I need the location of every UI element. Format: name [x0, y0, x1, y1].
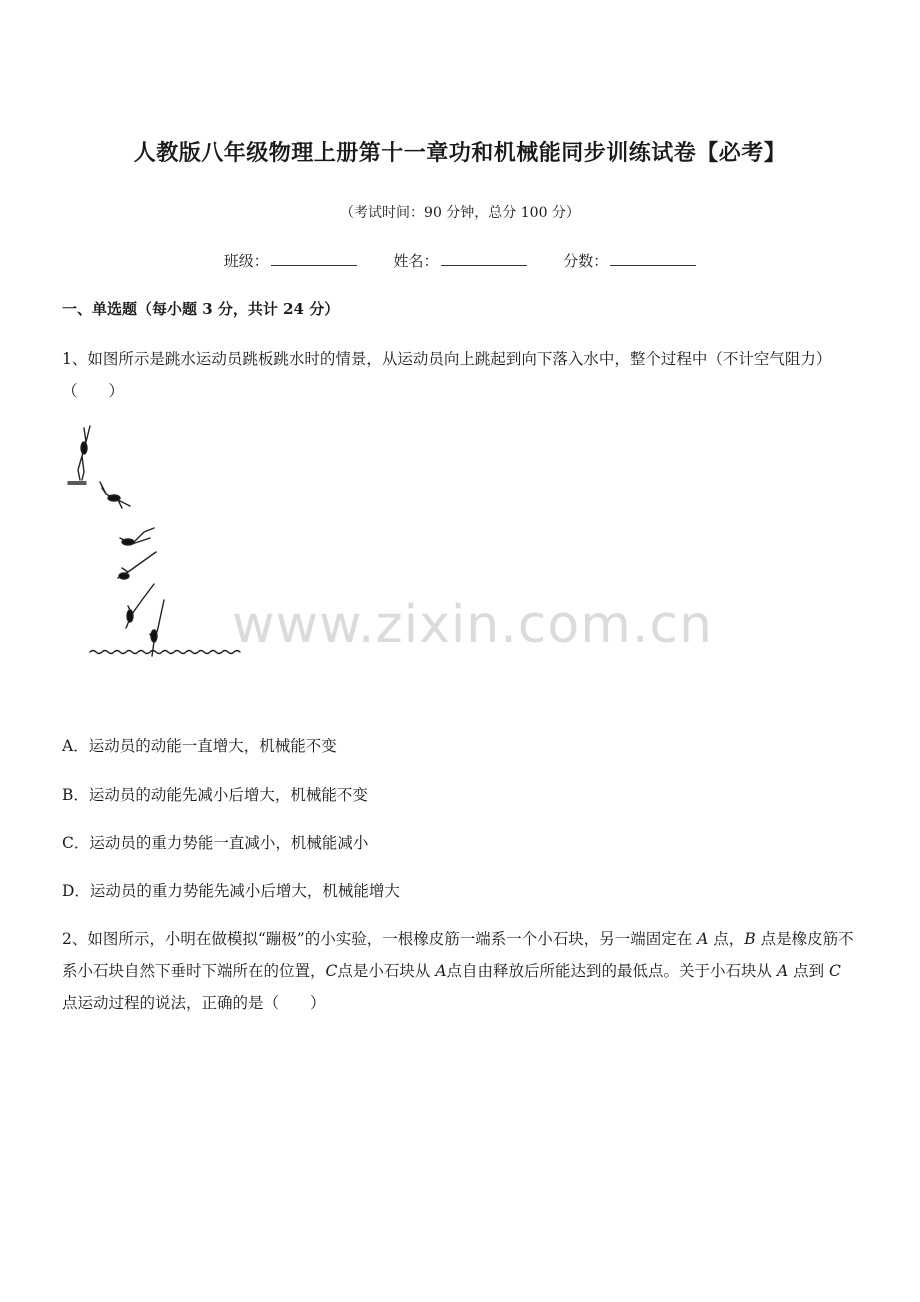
- diver-pose-3: [120, 528, 154, 545]
- q2-text-part: 点是小石块从: [337, 962, 436, 980]
- student-info-row: [0, 250, 920, 271]
- q2-text-part: 点到: [788, 962, 830, 980]
- q2-point-label: C: [325, 962, 338, 980]
- question-1-option-b[interactable]: B．运动员的动能先减小后增大，机械能不变: [62, 786, 368, 804]
- diving-board: [68, 482, 86, 484]
- question-1-option-a[interactable]: A．运动员的动能一直增大，机械能不变: [62, 737, 337, 755]
- question-1-option-c[interactable]: C．运动员的重力势能一直减小，机械能减小: [62, 834, 369, 852]
- exam-time-note: （考试时间：90 分钟，总分 100 分）: [340, 205, 580, 221]
- section-heading: 一、单选题（每小题 3 分，共计 24 分）: [62, 300, 340, 318]
- q2-point-label: A: [776, 962, 789, 980]
- score-field: [563, 250, 696, 271]
- question-1-text: 1、如图所示是跳水运动员跳板跳水时的情景，从运动员向上跳起到向下落入水中，整个过程中（不计空气阻力）（ ）: [62, 350, 832, 400]
- diver-pose-4: [118, 552, 156, 579]
- question-2-text: [62, 923, 860, 1019]
- name-field: [393, 250, 526, 271]
- score-blank[interactable]: [610, 251, 696, 266]
- q2-text-part: 2、如图所示，小明在做模拟“蹦极”的小实验，一根橡皮筋一端系一个小石块，另一端固定在: [62, 930, 698, 948]
- class-label: 班级：: [223, 252, 269, 270]
- q2-text-part: 点自由释放后所能达到的最低点。关于小石块从: [446, 962, 777, 980]
- q2-point-label: B: [744, 930, 756, 948]
- name-label: 姓名：: [393, 252, 439, 270]
- q2-text-part: 点是橡皮筋不系小石块自然下垂时下端所在的位置，: [62, 930, 854, 980]
- class-blank[interactable]: [271, 251, 357, 266]
- diving-sequence-figure: [62, 420, 252, 665]
- score-label: 分数：: [563, 252, 609, 270]
- page-title: 人教版八年级物理上册第十一章功和机械能同步训练试卷【必考】: [133, 140, 787, 166]
- q2-point-label: C: [829, 962, 841, 980]
- q2-point-label: A: [697, 930, 709, 948]
- q2-text-part: 点，: [708, 930, 745, 948]
- diver-pose-2: [100, 482, 130, 508]
- name-blank[interactable]: [441, 251, 527, 266]
- water-surface: [90, 651, 240, 654]
- diver-pose-6: [150, 600, 164, 656]
- question-1-option-d[interactable]: D．运动员的重力势能先减小后增大，机械能增大: [62, 882, 400, 900]
- watermark: www.zixin.com.cn: [232, 595, 713, 655]
- diver-pose-5: [126, 584, 154, 628]
- q2-text-part: 点运动过程的说法，正确的是（ ）: [62, 994, 326, 1012]
- diver-pose-1: [78, 426, 90, 480]
- q2-point-label: A: [435, 962, 447, 980]
- class-field: [224, 250, 357, 271]
